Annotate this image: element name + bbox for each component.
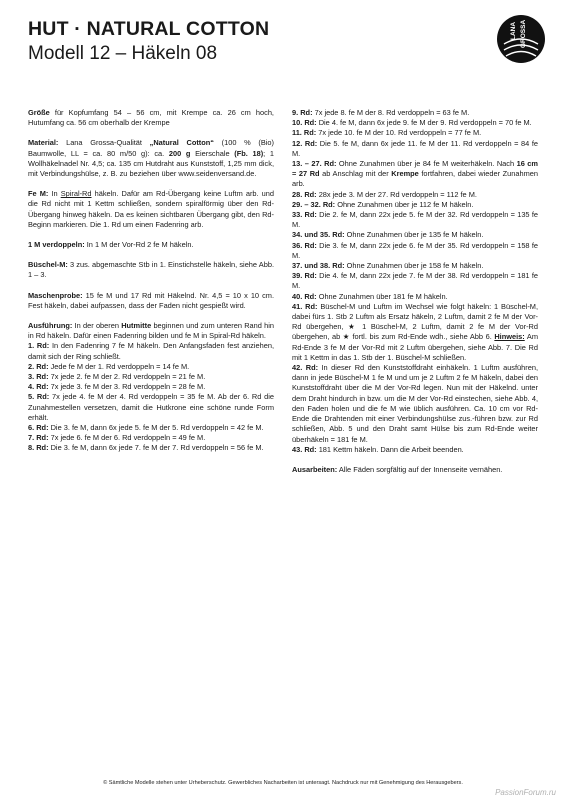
round-label: 34. und 35. Rd:	[292, 230, 345, 240]
round-label: 4. Rd:	[28, 382, 49, 392]
page-title: HUT · NATURAL COTTON	[28, 18, 270, 40]
round-text: 7x jede 2. fe M der 2. Rd verdoppeln = 21 fe M.	[48, 372, 206, 382]
round-text: fortfahren, dabei wieder Zunahmen arb.	[292, 169, 538, 189]
gauge-label: Maschenprobe:	[28, 290, 83, 300]
cluster-stitch-text: 3 zus. abgemaschte Stb in 1. Einstichstelle häkeln, siehe Abb. 1 – 3.	[28, 260, 274, 280]
round-text: Ohne Zunahmen über je 135 fe M häkeln.	[344, 230, 484, 240]
watermark: PassionForum.ru	[495, 788, 556, 797]
round-instruction	[292, 190, 538, 200]
round-label: 1. Rd:	[28, 341, 50, 351]
finishing-label: Ausarbeiten:	[292, 464, 338, 474]
round-instruction	[28, 392, 274, 423]
lana-grossa-logo	[496, 14, 546, 64]
round-label: 28. Rd:	[292, 189, 317, 199]
round-text: Die 4. fe M, dann 22x jede 7. fe M der 38. Rd verdoppeln = 181 fe M.	[292, 271, 538, 291]
hat-center-term: Hutmitte	[121, 321, 152, 331]
round-text: In dieser Rd den Kunststoffdraht einhäkeln. 1 Luftm ausführen, dann in jede Büschel-M 1 fe M und um je 2 Luftm 2 fe M häkeln, dabei den Kunststoffdraht über die M der Vor-Rd legen. Nun mit der Häkelnd. unter dem Draht hindurch in bzw. um die M der Vor-Rd einstechen, siehe Abb. 4, den Faden holen und die fe M wie üblich ausführen. Ca. 10 cm vor Rd-Ende die Drahtenden mit einer Verbindungshülse zus.-führen bzw. zur Rd schließen, Abb. 5 und den Draht samt Hülse bis zum Rd-Ende weiter überhäkeln = 181 fe M.	[292, 363, 539, 444]
round-label: 11. Rd:	[292, 128, 317, 138]
fe-m-paragraph	[28, 189, 274, 230]
round-label: 36. Rd:	[292, 240, 317, 250]
round-label: 2. Rd:	[28, 361, 49, 371]
round-instruction	[292, 230, 538, 240]
round-instruction	[28, 341, 274, 361]
round-label: 13. – 27. Rd:	[292, 159, 337, 169]
material-quality: „Natural Cotton“	[149, 138, 214, 148]
round-instruction	[292, 302, 538, 363]
round-label: 39. Rd:	[292, 271, 317, 281]
round-instruction	[28, 382, 274, 392]
round-label: 3. Rd:	[28, 372, 49, 382]
instructions-text-1: In der oberen	[72, 321, 122, 331]
note-label: Hinweis:	[494, 332, 525, 342]
instructions-paragraph	[28, 321, 274, 341]
round-instruction	[292, 363, 538, 445]
round-instruction	[292, 271, 538, 291]
round-label: 9. Rd:	[292, 108, 313, 117]
round-text: 7x jede 8. fe M der 8. Rd verdoppeln = 63 fe M.	[312, 108, 470, 117]
round-text: Die 4. fe M, dann 6x jede 9. fe M der 9. Rd verdoppeln = 70 fe M.	[316, 118, 532, 128]
brim-term: Krempe	[391, 169, 419, 179]
cluster-stitch-label: Büschel-M:	[28, 260, 68, 270]
page-subtitle: Modell 12 – Häkeln 08	[28, 43, 218, 64]
round-text: 7x jede 4. fe M der 4. Rd verdoppeln = 35 fe M. Ab der 6. Rd die Zunahmestellen versetzen, damit die Hutkrone eine schöne runde Form erhält.	[28, 392, 274, 422]
round-instruction	[28, 443, 274, 453]
round-text: 7x jede 3. fe M der 3. Rd verdoppeln = 28 fe M.	[48, 382, 206, 392]
round-text: In den Fadenring 7 fe M häkeln. Den Anfangsfaden fest anziehen, damit sich der Ring schließt.	[28, 341, 275, 361]
round-text: 28x jede 3. M der 27. Rd verdoppeln = 112 fe M.	[316, 189, 477, 199]
round-instruction	[292, 261, 538, 271]
round-instruction	[292, 159, 538, 190]
round-instruction	[28, 362, 274, 372]
round-text: Die 2. fe M, dann 22x jede 5. fe M der 32. Rd verdoppeln = 135 fe M.	[292, 210, 538, 230]
round-label: 8. Rd:	[28, 443, 49, 453]
round-label: 10. Rd:	[292, 118, 317, 128]
round-label: 40. Rd:	[292, 291, 317, 301]
round-label: 6. Rd:	[28, 423, 49, 433]
material-color-number: (Fb. 18)	[234, 148, 264, 158]
round-instruction	[292, 118, 538, 128]
finishing-text: Alle Fäden sorgfältig auf der Innenseite vernähen.	[337, 464, 503, 474]
left-column	[28, 108, 274, 454]
round-instruction	[292, 292, 538, 302]
round-text: 181 Kettm häkeln. Dann die Arbeit beenden.	[316, 444, 464, 454]
fe-m-text-2: häkeln. Dafür am Rd-Übergang keine Luftm arb. und die Rd nicht mit 1 Kettm schließen, sondern spiralförmig über den Rd-Übergang hinweg häkeln. Da es keinen sichtbaren Übergang gibt, den Rd-Beginn markieren. Die 1. Rd um einen Fadenring arb.	[28, 189, 275, 229]
copyright-footer: © Sämtliche Modelle stehen unter Urheberschutz. Gewerbliches Nacharbeiten ist untersagt. Nachdruck nur mit Genehmigung des Herausgebers.	[103, 780, 463, 786]
round-text: Jede fe M der 1. Rd verdoppeln = 14 fe M.	[48, 361, 190, 371]
round-instruction	[292, 241, 538, 261]
round-label: 43. Rd:	[292, 444, 317, 454]
material-text-3: Eierschale	[190, 148, 235, 158]
round-label: 37. und 38. Rd:	[292, 261, 345, 271]
round-instruction	[292, 200, 538, 210]
round-label: 41. Rd:	[292, 301, 318, 311]
spiral-rd-term: Spiral-Rd	[60, 189, 92, 199]
double-stitch-paragraph	[28, 240, 274, 250]
double-stitch-text: In 1 M der Vor-Rd 2 fe M häkeln.	[84, 240, 194, 250]
round-label: 29. – 32. Rd:	[292, 199, 336, 209]
double-stitch-label: 1 M verdoppeln:	[28, 240, 85, 250]
round-label: 5. Rd:	[28, 392, 50, 402]
svg-text:GROSSA: GROSSA	[520, 19, 527, 48]
finishing-paragraph	[292, 465, 538, 475]
round-text: Die 3. fe M, dann 6x jede 5. fe M der 5. Rd verdoppeln = 42 fe M.	[48, 423, 264, 433]
fe-m-label: Fe M:	[28, 189, 49, 199]
round-label: 12. Rd:	[292, 138, 318, 148]
size-paragraph	[28, 108, 274, 128]
right-column	[292, 108, 538, 485]
round-text: Ohne Zunahmen über 181 fe M häkeln.	[316, 291, 448, 301]
instructions-label: Ausführung:	[28, 321, 73, 331]
material-text-1: Lana Grossa-Qualität	[58, 138, 150, 148]
round-label: 7. Rd:	[28, 433, 49, 443]
material-paragraph	[28, 138, 274, 179]
instructions-text-2: beginnen und zum unteren Rand hin in Rd häkeln. Dafür einen Fadenring bilden und fe M in Spiral-Rd häkeln.	[28, 321, 274, 341]
round-instruction	[28, 423, 274, 433]
round-label: 42. Rd:	[292, 363, 319, 373]
brim-start-value: 16 cm = 27 Rd	[292, 159, 538, 179]
round-text: Die 3. fe M, dann 22x jede 6. fe M der 35. Rd verdoppeln = 158 fe M.	[292, 240, 538, 260]
material-label: Material:	[28, 138, 59, 148]
round-instruction	[28, 433, 274, 443]
round-text: ab Anschlag mit der	[319, 169, 392, 179]
round-text: Ohne Zunahmen über je 158 fe M häkeln.	[344, 261, 484, 271]
round-text: Am Rd-Ende 3 fe M der Vor-Rd mit 2 Luftm übergehen, siehe Abb. 7. Die Rd mit 1 Kettm in das 1. Stb der 1. Büschel-M schließen.	[292, 332, 538, 362]
round-text: Ohne Zunahmen über je 112 fe M häkeln.	[335, 199, 474, 209]
round-text: 7x jede 10. fe M der 10. Rd verdoppeln = 77 fe M.	[316, 128, 482, 138]
round-instruction	[28, 372, 274, 382]
size-text: für Kopfumfang 54 – 56 cm, mit Krempe ca. 26 cm hoch, Hutumfang ca. 56 cm oberhalb der Krempe	[28, 108, 274, 128]
svg-text:LANA: LANA	[510, 21, 517, 40]
round-text: Ohne Zunahmen über je 84 fe M weiterhäkeln. Nach	[336, 159, 517, 169]
round-instruction	[292, 210, 538, 230]
gauge-text: 15 fe M und 17 Rd mit Häkelnd. Nr. 4,5 = 10 x 10 cm. Fest häkeln, dabei aufpassen, dass der Faden nicht gespießt wird.	[28, 290, 274, 310]
round-text: Die 5. fe M, dann 6x jede 11. fe M der 11. Rd verdoppeln = 84 fe M.	[292, 138, 538, 158]
round-instruction	[292, 128, 538, 138]
gauge-paragraph	[28, 291, 274, 311]
round-label: 33. Rd:	[292, 210, 317, 220]
round-instruction	[292, 445, 538, 455]
fe-m-text-1: In	[48, 189, 61, 199]
cluster-stitch-paragraph	[28, 260, 274, 280]
round-text: Die 3. fe M, dann 6x jede 7. fe M der 7. Rd verdoppeln = 56 fe M.	[48, 443, 264, 453]
round-instruction	[292, 139, 538, 159]
round-instruction	[292, 108, 538, 118]
size-label: Größe	[28, 108, 50, 117]
material-text-2: (100 % (Bio) Baumwolle, LL = ca. 80 m/50 g): ca.	[28, 138, 274, 158]
material-amount: 200 g	[168, 148, 191, 158]
round-text: 7x jede 6. fe M der 6. Rd verdoppeln = 49 fe M.	[48, 433, 206, 443]
material-text-4: ; 1 Wollhäkelnadel Nr. 4,5; ca. 135 cm Hutdraht aus Kunststoff, 1,25 mm dick, mit Verbindungshülse, z. B. zu beziehen über www.seidenversand.de.	[28, 148, 274, 179]
round-text: Büschel-M und Luftm im Wechsel wie folgt häkeln: 1 Büschel-M, dabei fürs 1. Stb 2 Luftm als Ersatz häkeln, 2 Luftm, damit 2 fe M der Vor-Rd übergehen, ★ 1 Büschel-M, 2 Luftm, damit 2 fe M der Vor-Rd übergehen, ab ★ fortl. bis zum Rd-Ende wdh., siehe Abb 6.	[292, 301, 539, 342]
